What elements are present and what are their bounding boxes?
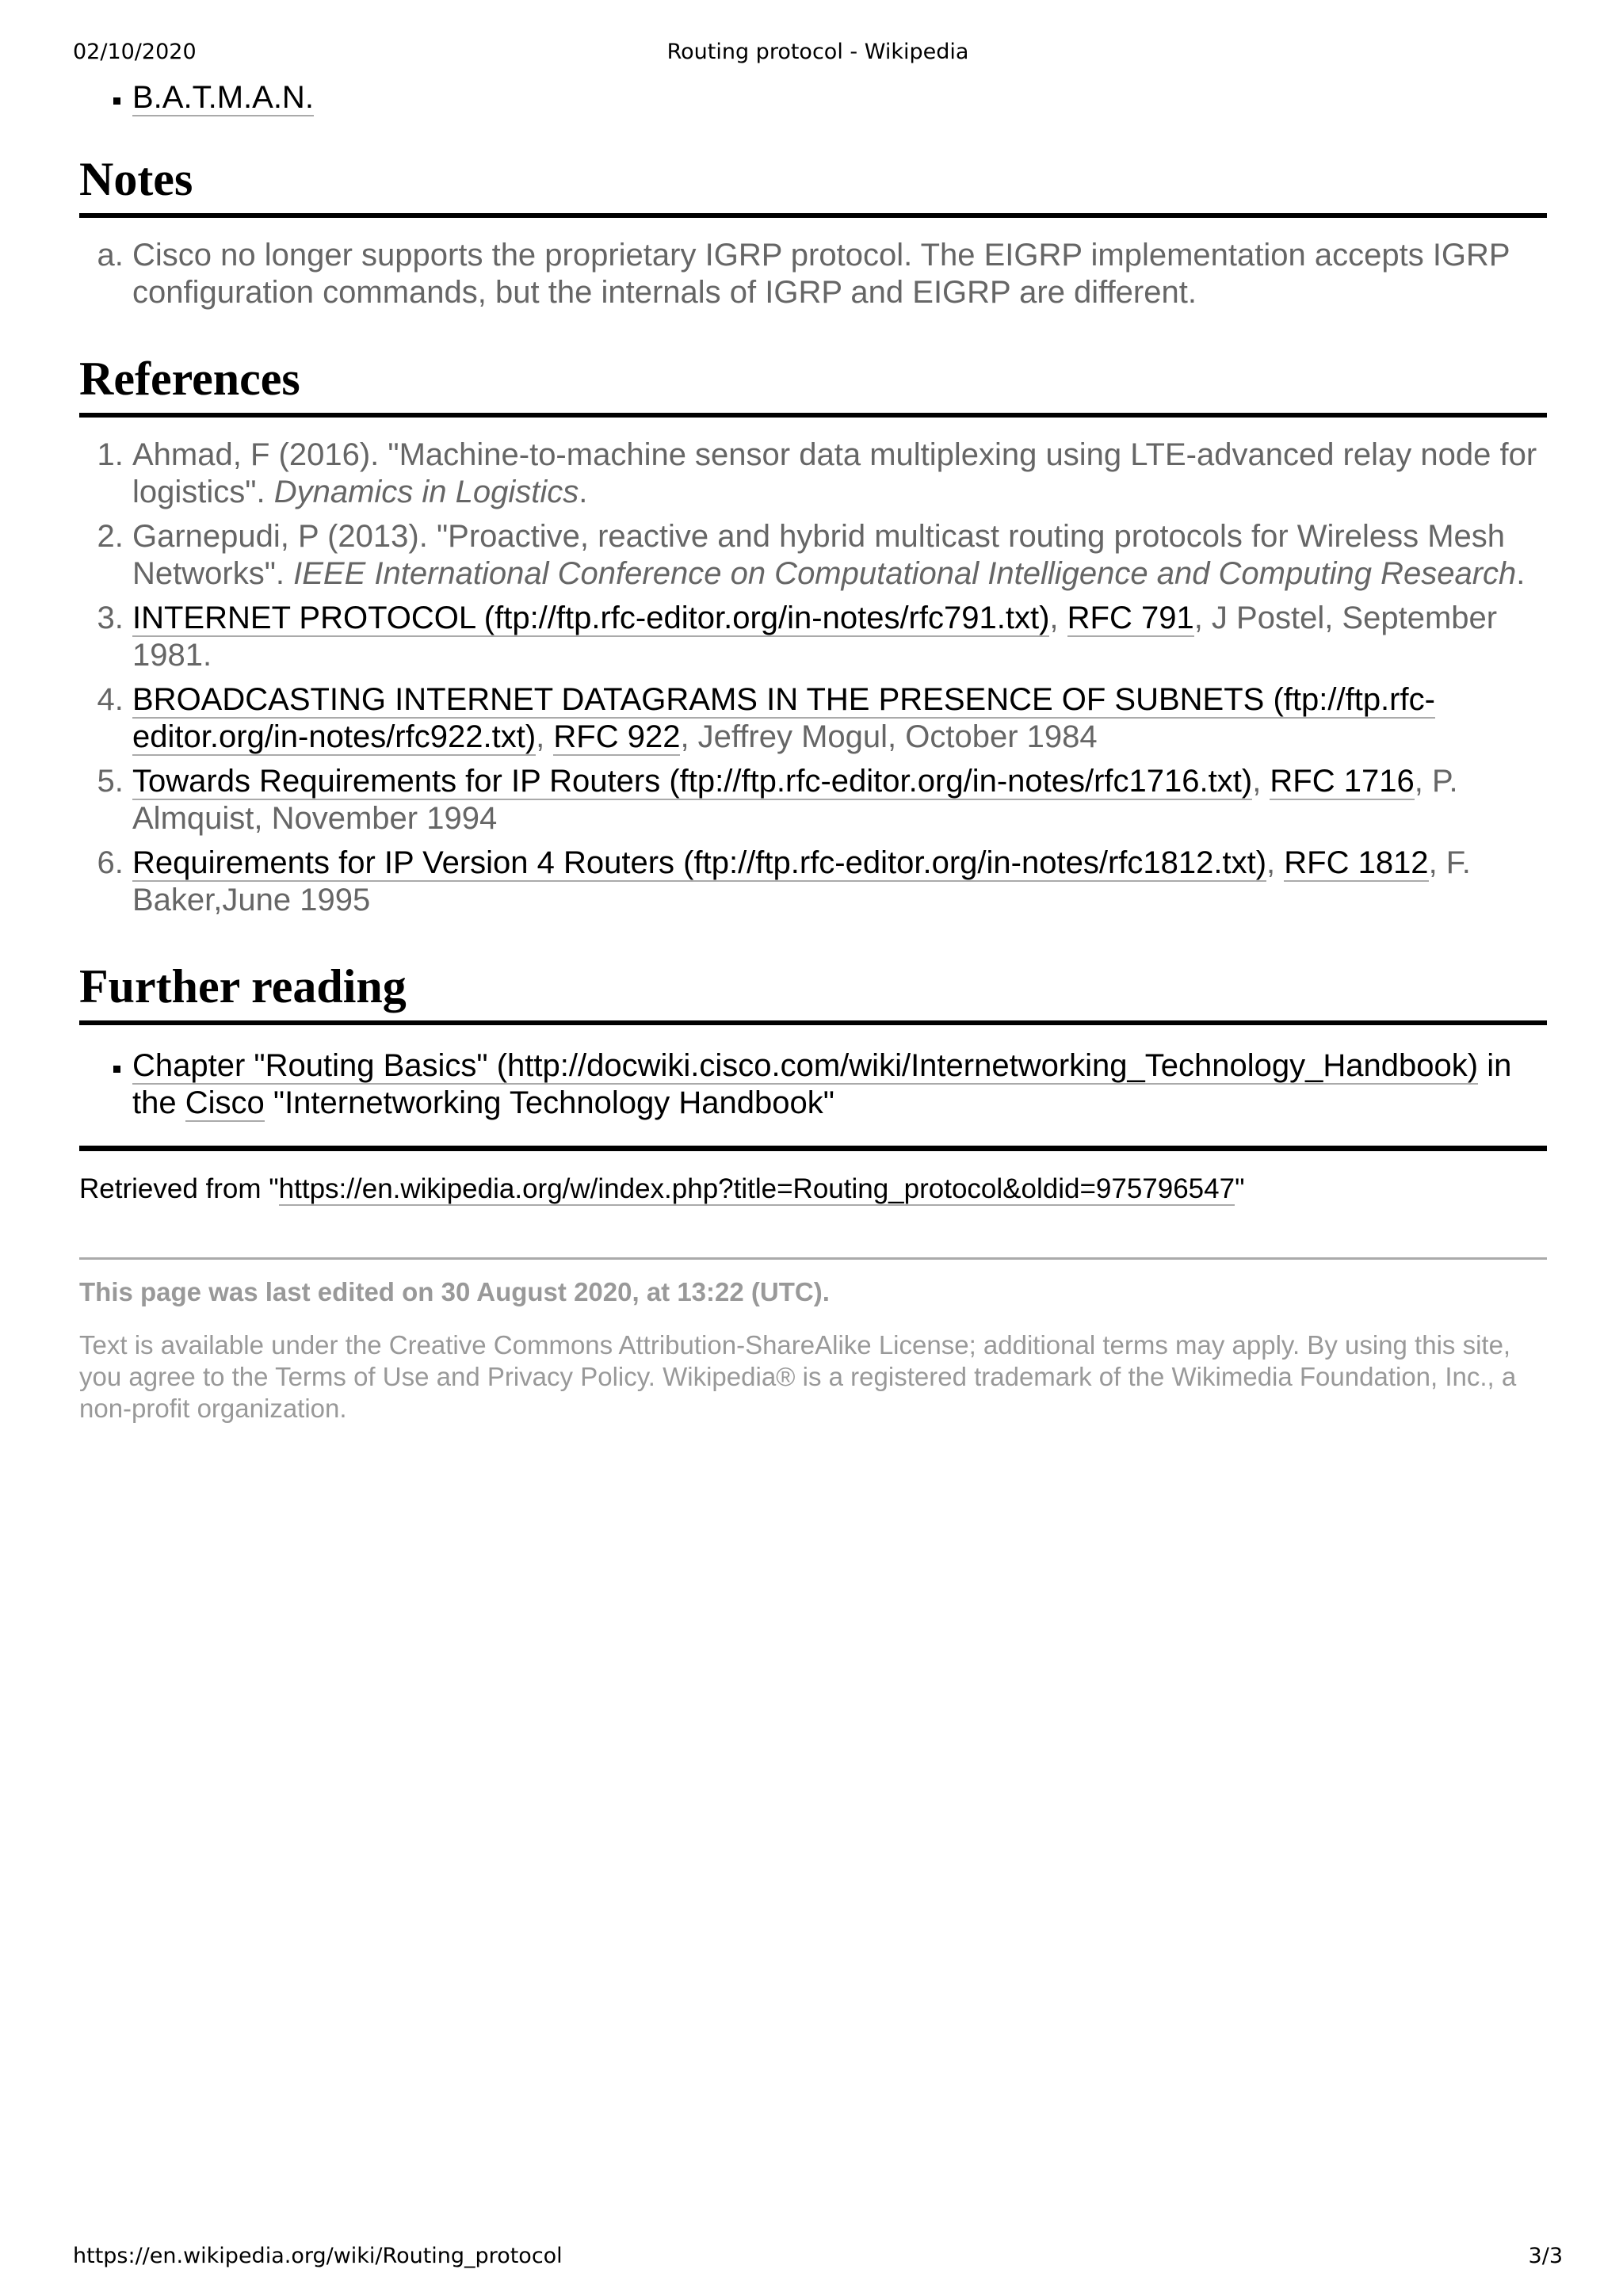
notes-list xyxy=(79,237,1547,311)
rfc-link[interactable]: RFC 791 xyxy=(1067,601,1194,635)
reference-link[interactable]: Towards Requirements for IP Routers (ftp://ftp.rfc-editor.org/in-notes/rfc1716.txt) xyxy=(132,764,1253,799)
license-text: Text is available under the Creative Commons Attribution-ShareAlike License; additional terms may apply. By using this site, you agree to the Terms of Use and Privacy Policy. Wikipedia® is a registered trademark of the Wikimedia Foundation, Inc., a non-profit organization. xyxy=(79,1330,1517,1423)
reference-tail: , P. Almquist, November 1994 xyxy=(132,764,1458,836)
reference-journal: IEEE International Conference on Computational Intelligence and Computing Research xyxy=(293,556,1517,591)
routing-basics-link[interactable]: Chapter "Routing Basics" (http://docwiki.cisco.com/wiki/Internetworking_Technology_Handbook) xyxy=(132,1048,1479,1083)
list-text: "Internetworking Technology Handbook" xyxy=(264,1085,834,1120)
reference-item xyxy=(132,518,1547,593)
permanent-link[interactable]: https://en.wikipedia.org/w/index.php?title=Routing_protocol&oldid=975796547 xyxy=(278,1173,1235,1204)
print-date: 02/10/2020 xyxy=(73,40,197,64)
see-also-list xyxy=(79,79,1547,116)
reference-tail: , Jeffrey Mogul, October 1984 xyxy=(680,719,1098,754)
list-item xyxy=(132,79,1547,116)
rfc-link[interactable]: RFC 1716 xyxy=(1270,764,1415,799)
last-edited: This page was last edited on 30 August 2020, at 13:22 (UTC). xyxy=(79,1277,830,1306)
reference-item: 4. BROADCASTING INTERNET DATAGRAMS IN THE PRESENCE OF SUBNETS (ftp://ftp.rfc-editor.org/in-notes/rfc922.txt), RFC 922, Jeffrey Mogul, October 1984 xyxy=(132,681,1547,756)
reference-tail: . xyxy=(579,475,588,509)
references-heading: References xyxy=(79,351,1547,418)
page-number: 3/3 xyxy=(1528,2244,1563,2268)
reference-tail: , F. Baker,June 1995 xyxy=(132,845,1471,917)
reference-link[interactable]: Requirements for IP Version 4 Routers (ftp://ftp.rfc-editor.org/in-notes/rfc1812.txt) xyxy=(132,845,1267,880)
reference-text: Garnepudi, P (2013). "Proactive, reactive and hybrid multicast routing protocols for Wireless Mesh Networks". xyxy=(132,519,1506,591)
reference-text: Ahmad, F (2016). "Machine-to-machine sensor data multiplexing using LTE-advanced relay node for logistics". xyxy=(132,437,1537,509)
further-reading-heading: Further reading xyxy=(79,959,1547,1025)
reference-item: 6. Requirements for IP Version 4 Routers (ftp://ftp.rfc-editor.org/in-notes/rfc1812.txt), RFC 1812, F. Baker,June 1995 xyxy=(132,845,1547,919)
footer-divider xyxy=(79,1257,1547,1260)
further-reading-list xyxy=(79,1047,1547,1122)
reference-link[interactable]: BROADCASTING INTERNET DATAGRAMS IN THE PRESENCE OF SUBNETS (ftp://ftp.rfc-editor.org/in-notes/rfc922.txt) xyxy=(132,682,1435,754)
reference-item: 3. INTERNET PROTOCOL (ftp://ftp.rfc-editor.org/in-notes/rfc791.txt), RFC 791, J Postel, September 1981. xyxy=(132,600,1547,674)
note-text: Cisco no longer supports the proprietary IGRP protocol. The EIGRP implementation accepts IGRP configuration commands, but the internals of IGRP and EIGRP are different. xyxy=(132,238,1510,310)
retrieved-suffix: " xyxy=(1235,1173,1245,1204)
notes-heading: Notes xyxy=(79,151,1547,218)
reference-tail: , J Postel, September 1981. xyxy=(132,601,1498,673)
list-text: in the xyxy=(132,1048,1512,1120)
list-item xyxy=(132,1047,1547,1122)
batman-link[interactable]: B.A.T.M.A.N. xyxy=(132,80,314,115)
retrieved-prefix: Retrieved from " xyxy=(79,1173,279,1204)
rfc-link[interactable]: RFC 1812 xyxy=(1284,845,1429,880)
reference-tail: . xyxy=(1516,556,1526,591)
note-item xyxy=(132,237,1547,311)
print-title: Routing protocol - Wikipedia xyxy=(666,40,969,64)
reference-item: 5. Towards Requirements for IP Routers (ftp://ftp.rfc-editor.org/in-notes/rfc1716.txt), RFC 1716, P. Almquist, November 1994 xyxy=(132,763,1547,837)
article-content xyxy=(79,79,1547,1425)
reference-item xyxy=(132,437,1547,511)
divider xyxy=(79,1146,1547,1151)
print-footer xyxy=(73,2244,1563,2272)
print-header xyxy=(73,40,1563,68)
print-url: https://en.wikipedia.org/wiki/Routing_protocol xyxy=(73,2244,563,2268)
references-list xyxy=(79,437,1547,919)
rfc-link[interactable]: RFC 922 xyxy=(553,719,681,754)
retrieved-from xyxy=(79,1172,1547,1207)
reference-journal: Dynamics in Logistics xyxy=(273,475,579,509)
cisco-link[interactable]: Cisco xyxy=(185,1085,265,1120)
reference-link[interactable]: INTERNET PROTOCOL (ftp://ftp.rfc-editor.org/in-notes/rfc791.txt) xyxy=(132,601,1050,635)
